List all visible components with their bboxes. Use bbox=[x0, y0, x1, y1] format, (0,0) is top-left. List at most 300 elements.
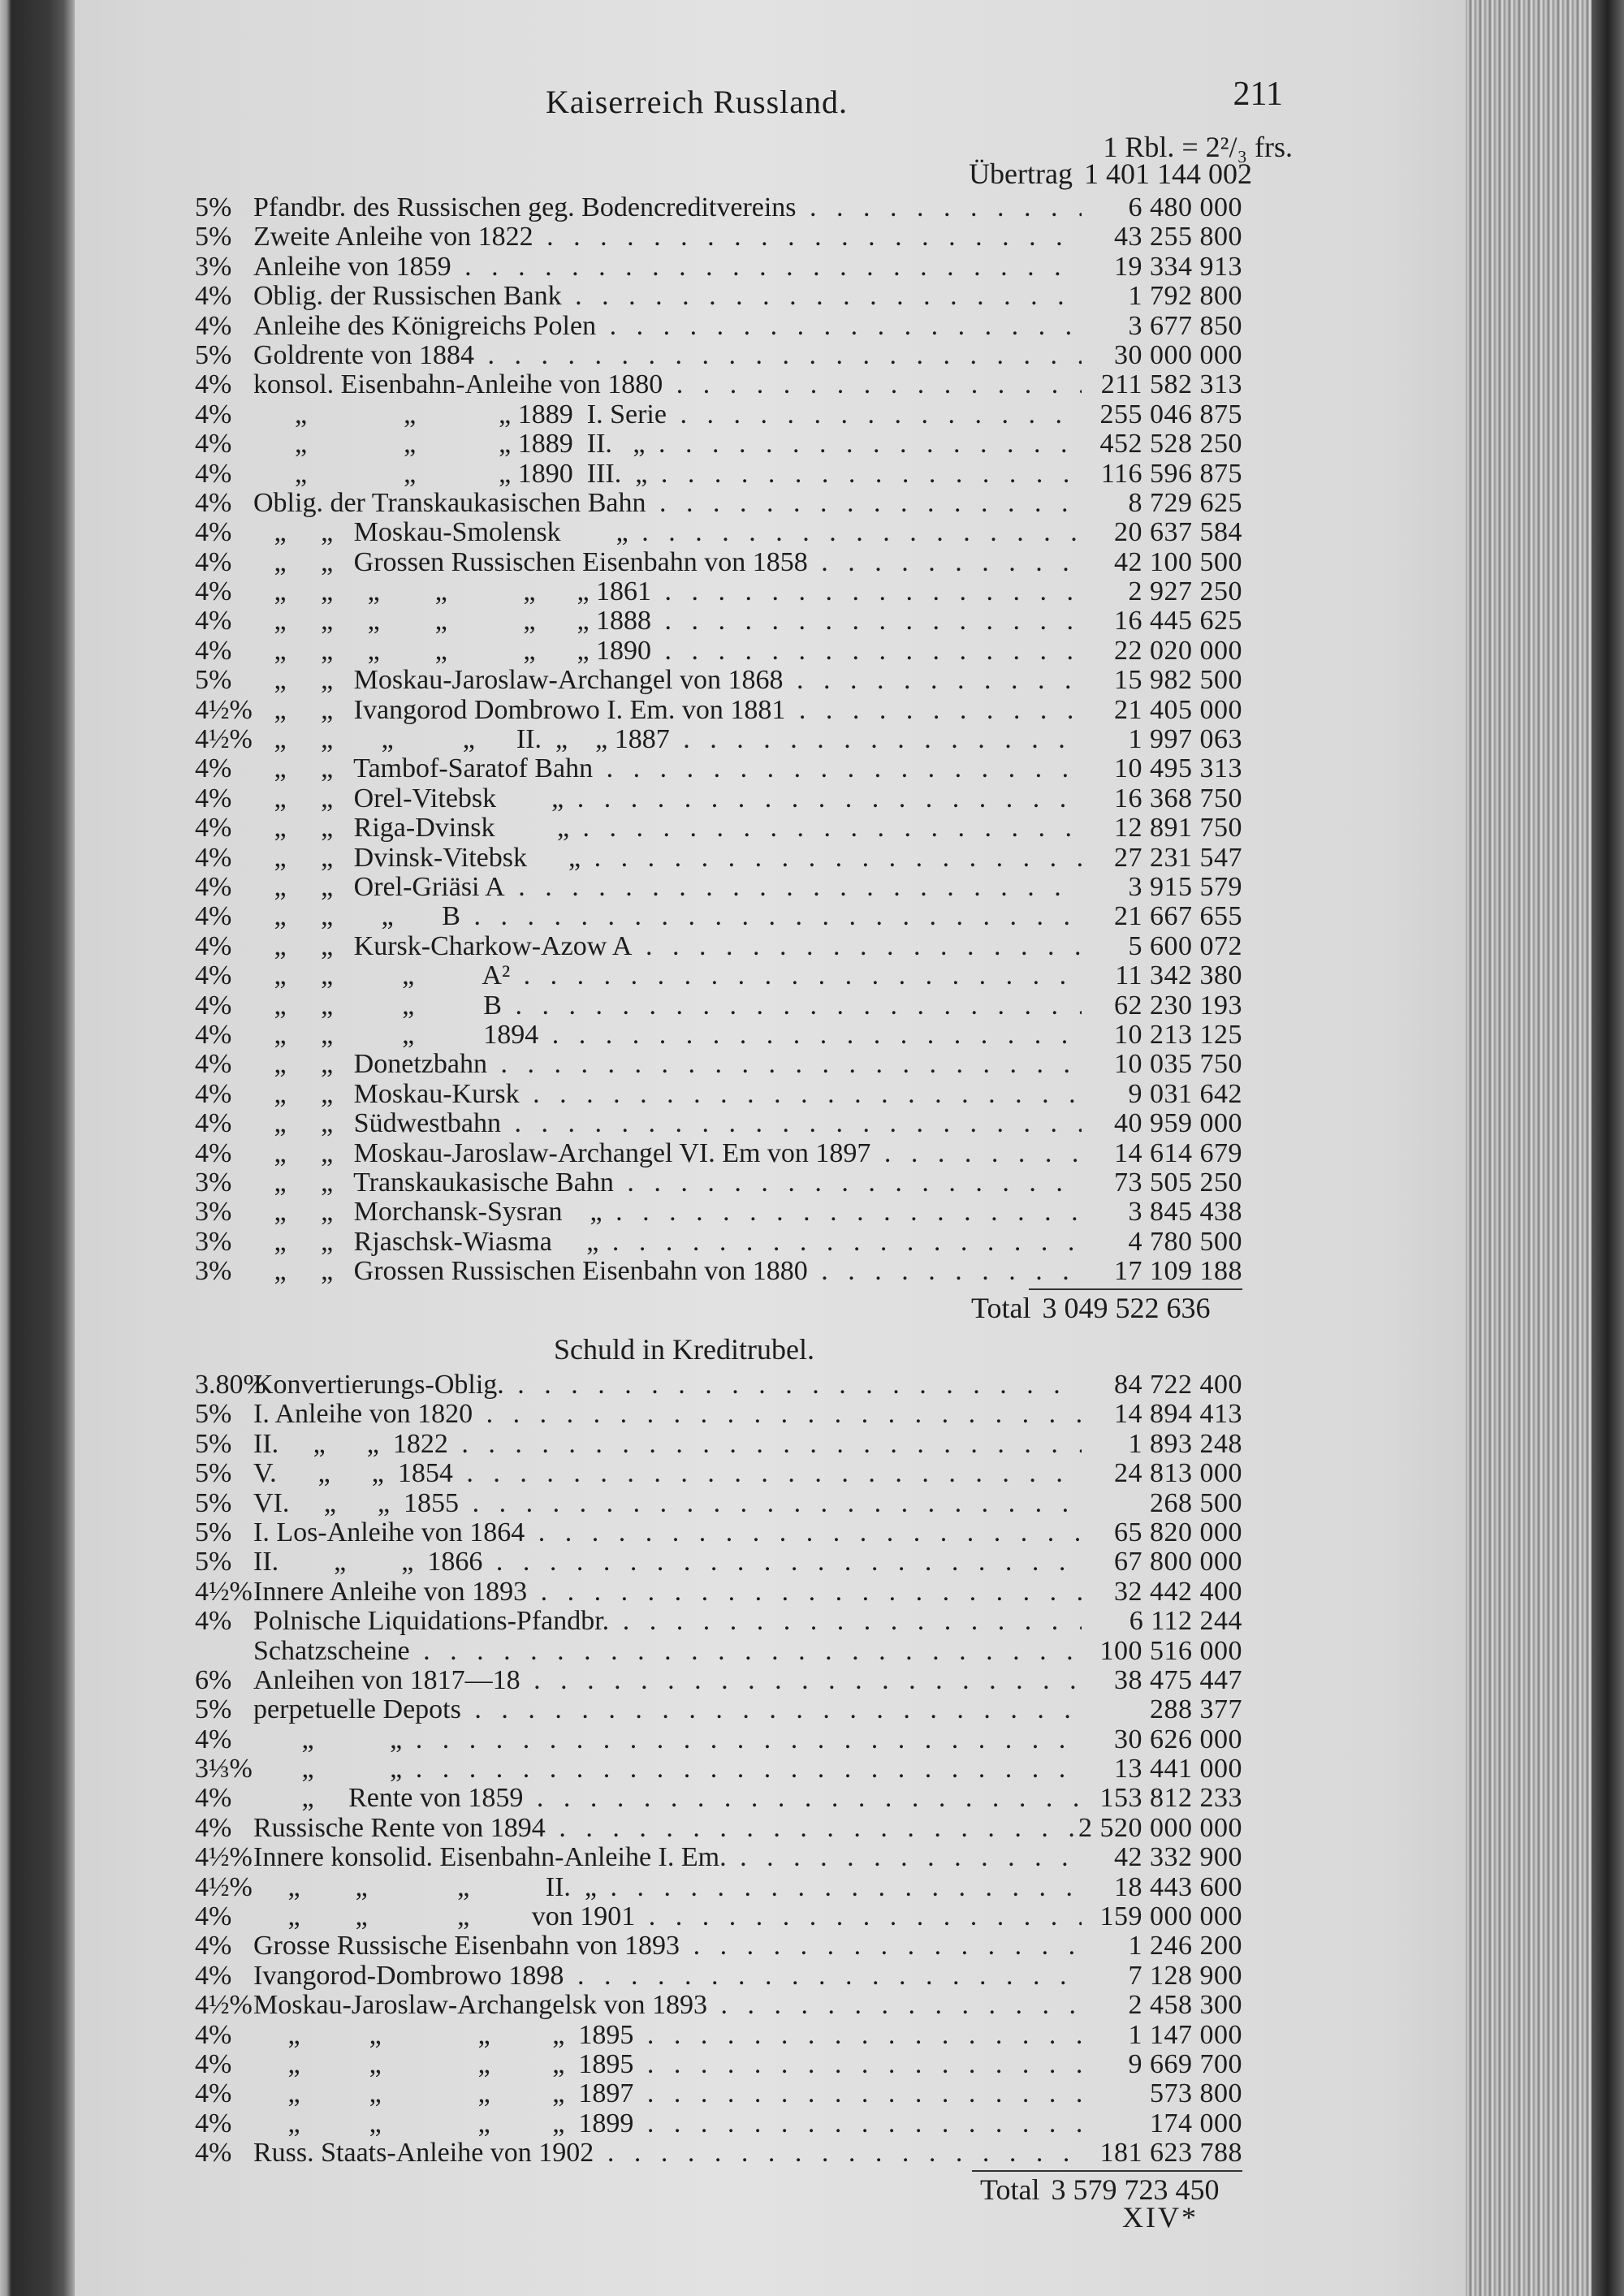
loan-description-text: „ „ Ivangorod Dombrowo I. Em. von 1881 bbox=[253, 695, 786, 725]
interest-rate: 5% bbox=[195, 1399, 232, 1430]
interest-rate: 4% bbox=[195, 2048, 232, 2079]
loan-description-text: „ „ Transkaukasische Bahn bbox=[253, 1167, 614, 1198]
loan-description bbox=[253, 1400, 1082, 1429]
loan-amount: 21 667 655 bbox=[1114, 901, 1242, 932]
ledger-row bbox=[195, 1902, 1242, 1931]
interest-rate: 5% bbox=[195, 665, 232, 696]
interest-rate: 4% bbox=[195, 399, 232, 429]
interest-rate: 4% bbox=[195, 1812, 232, 1843]
loan-description bbox=[253, 991, 1082, 1021]
loan-description-text: „ Rente von 1859 bbox=[253, 1784, 524, 1814]
loan-amount: 3 677 850 bbox=[1128, 310, 1242, 341]
loan-amount: 1 792 800 bbox=[1128, 281, 1242, 312]
interest-rate: 3% bbox=[195, 1226, 232, 1257]
interest-rate: 4½% bbox=[195, 1990, 253, 2021]
ledger-row bbox=[195, 1021, 1242, 1050]
interest-rate: 4% bbox=[195, 1049, 232, 1080]
loan-description bbox=[253, 666, 1082, 695]
loan-amount: 67 800 000 bbox=[1114, 1547, 1242, 1577]
loan-amount: 14 894 413 bbox=[1114, 1399, 1242, 1430]
ledger-row bbox=[195, 2021, 1242, 2050]
page-edge-shadow bbox=[1592, 0, 1624, 2296]
loan-description bbox=[253, 637, 1082, 666]
loan-description bbox=[253, 577, 1082, 606]
interest-rate: 4% bbox=[195, 1108, 232, 1139]
loan-amount: 21 405 000 bbox=[1114, 694, 1242, 725]
loan-amount: 12 891 750 bbox=[1114, 813, 1242, 844]
loan-description bbox=[253, 2021, 1082, 2050]
ledger-row bbox=[195, 1577, 1242, 1607]
loan-description-text: „ „ Orel-Griäsi A bbox=[253, 872, 505, 902]
loan-amount: 116 596 875 bbox=[1100, 458, 1242, 489]
carry-over-line bbox=[969, 157, 1252, 191]
loan-description-text: „ „ „ II. „ bbox=[253, 1872, 598, 1902]
loan-description-text: „ „ „ B bbox=[253, 902, 460, 932]
loan-amount: 27 231 547 bbox=[1114, 842, 1242, 873]
ledger-row bbox=[195, 1400, 1242, 1429]
ledger-row bbox=[195, 873, 1242, 902]
loan-amount: 2 520 000 000 bbox=[1078, 1812, 1242, 1843]
loan-description-text: Oblig. der Transkaukasischen Bahn bbox=[253, 488, 646, 518]
interest-rate: 3% bbox=[195, 1197, 232, 1228]
interest-rate: 4% bbox=[195, 546, 232, 577]
loan-description bbox=[253, 2050, 1082, 2079]
loan-amount: 19 334 913 bbox=[1114, 251, 1242, 282]
interest-rate: 4½% bbox=[195, 1871, 253, 1902]
loan-description bbox=[253, 460, 1082, 489]
loan-description-text: „ „ Riga-Dvinsk „ bbox=[253, 814, 570, 844]
loan-amount: 255 046 875 bbox=[1099, 399, 1242, 429]
ledger-row bbox=[195, 1843, 1242, 1872]
ledger-row bbox=[195, 282, 1242, 311]
loan-description bbox=[253, 1962, 1082, 1991]
loan-amount: 10 495 313 bbox=[1114, 753, 1242, 784]
document-page bbox=[188, 65, 1358, 2257]
loan-amount: 288 377 bbox=[1150, 1694, 1242, 1725]
loan-description-text: „ „ Moskau-Kursk bbox=[253, 1079, 520, 1109]
ledger-row bbox=[195, 2050, 1242, 2079]
ledger-row bbox=[195, 1695, 1242, 1724]
loan-amount: 24 813 000 bbox=[1114, 1458, 1242, 1489]
loan-description-text: „ „ „ von 1901 bbox=[253, 1902, 636, 1932]
loan-description bbox=[253, 1873, 1082, 1902]
interest-rate: 4% bbox=[195, 2078, 232, 2109]
loan-amount: 18 443 600 bbox=[1114, 1871, 1242, 1902]
loan-description bbox=[253, 1931, 1082, 1961]
loan-description bbox=[253, 1430, 1082, 1459]
loan-amount: 100 516 000 bbox=[1099, 1635, 1242, 1666]
ledger-row bbox=[195, 400, 1242, 429]
page-number: 211 bbox=[1233, 76, 1283, 113]
loan-amount: 2 927 250 bbox=[1128, 576, 1242, 607]
loan-description-text: „ „ Rjaschsk-Wiasma „ bbox=[253, 1227, 599, 1257]
loan-description-text: Anleihen von 1817—18 bbox=[253, 1665, 520, 1695]
loan-description-text: „ „ „ B bbox=[253, 990, 502, 1021]
loan-amount: 8 729 625 bbox=[1128, 487, 1242, 518]
loan-description-text: Ivangorod-Dombrowo 1898 bbox=[253, 1961, 564, 1991]
loan-description bbox=[253, 1754, 1082, 1784]
loan-description bbox=[253, 1725, 1082, 1754]
loan-description bbox=[253, 725, 1082, 754]
loan-description bbox=[253, 252, 1082, 282]
loan-description-text: „ „ Grossen Russischen Eisenbahn von 1880 bbox=[253, 1257, 808, 1287]
ledger-row bbox=[195, 754, 1242, 783]
loan-amount: 4 780 500 bbox=[1128, 1226, 1242, 1257]
loan-amount: 16 445 625 bbox=[1114, 606, 1242, 637]
interest-rate: 4% bbox=[195, 576, 232, 607]
loan-description bbox=[253, 1784, 1082, 1813]
interest-rate: 6% bbox=[195, 1664, 232, 1695]
interest-rate: 4% bbox=[195, 1078, 232, 1109]
interest-rate: 4% bbox=[195, 1606, 232, 1637]
loan-description bbox=[253, 518, 1082, 547]
loan-description bbox=[253, 193, 1082, 222]
ledger-row bbox=[195, 1430, 1242, 1459]
loan-description-text: „ „ „ „ „ „ 1888 bbox=[253, 606, 652, 637]
loan-description bbox=[253, 1228, 1082, 1257]
loan-description-text: „ „ „ „ „ „ 1861 bbox=[253, 577, 652, 607]
loan-amount: 159 000 000 bbox=[1099, 1901, 1242, 1932]
ledger-row bbox=[195, 784, 1242, 814]
loan-description bbox=[253, 932, 1082, 961]
loan-description bbox=[253, 312, 1082, 341]
ledger-row bbox=[195, 725, 1242, 754]
total-rule-2 bbox=[972, 2170, 1242, 2172]
loan-amount: 13 441 000 bbox=[1114, 1754, 1242, 1785]
loan-description bbox=[253, 341, 1082, 370]
loan-description bbox=[253, 844, 1082, 873]
ledger-row bbox=[195, 1370, 1242, 1400]
loan-description bbox=[253, 1198, 1082, 1227]
interest-rate: 4% bbox=[195, 901, 232, 932]
loan-amount: 16 368 750 bbox=[1114, 783, 1242, 814]
loan-description bbox=[253, 400, 1082, 429]
loan-description-text: „ „ „ „ 1895 bbox=[253, 2049, 634, 2079]
loan-description-text: „ „ Grossen Russischen Eisenbahn von 1858 bbox=[253, 547, 808, 577]
loan-description bbox=[253, 370, 1082, 399]
loan-description bbox=[253, 1902, 1082, 1931]
loan-description-text: „ „ „ 1889 I. Serie bbox=[253, 399, 667, 429]
loan-description bbox=[253, 1080, 1082, 1109]
ledger-row bbox=[195, 341, 1242, 370]
ledger-row bbox=[195, 961, 1242, 990]
loan-description bbox=[253, 2109, 1082, 2138]
ledger-row bbox=[195, 2079, 1242, 2108]
interest-rate: 4% bbox=[195, 1901, 232, 1932]
loan-amount: 452 528 250 bbox=[1099, 429, 1242, 460]
loan-description bbox=[253, 784, 1082, 814]
loan-description bbox=[253, 1991, 1082, 2020]
loan-description-text: Innere konsolid. Eisenbahn-Anleihe I. Em. bbox=[253, 1843, 727, 1873]
loan-description-text: „ „ „ „ 1895 bbox=[253, 2020, 634, 2050]
loan-amount: 1 893 248 bbox=[1128, 1428, 1242, 1459]
ledger-row bbox=[195, 489, 1242, 518]
loan-amount: 32 442 400 bbox=[1114, 1576, 1242, 1607]
total-amount-1: 3 049 522 636 bbox=[1042, 1292, 1211, 1324]
interest-rate: 4% bbox=[195, 281, 232, 312]
ledger-row bbox=[195, 1518, 1242, 1547]
loan-amount: 43 255 800 bbox=[1114, 222, 1242, 252]
carry-over-amount: 1 401 144 002 bbox=[1084, 158, 1252, 190]
loan-description bbox=[253, 1370, 1082, 1400]
loan-description bbox=[253, 902, 1082, 931]
loan-amount: 30 626 000 bbox=[1114, 1724, 1242, 1754]
loan-amount: 22 020 000 bbox=[1114, 635, 1242, 666]
ledger-row bbox=[195, 1754, 1242, 1784]
interest-rate: 4% bbox=[195, 753, 232, 784]
loan-description-text: „ „ „ „ „ „ 1890 bbox=[253, 636, 652, 666]
ledger-row bbox=[195, 1489, 1242, 1518]
loan-description-text: Anleihe des Königreichs Polen bbox=[253, 311, 597, 341]
ledger-row bbox=[195, 1228, 1242, 1257]
loan-description bbox=[253, 2079, 1082, 2108]
ledger-row bbox=[195, 1962, 1242, 1991]
carry-over-label: Übertrag bbox=[969, 158, 1073, 190]
loan-description bbox=[253, 222, 1082, 252]
loan-description-text: „ „ bbox=[253, 1724, 403, 1754]
interest-rate: 5% bbox=[195, 222, 232, 252]
loan-description bbox=[253, 1257, 1082, 1286]
loan-amount: 17 109 188 bbox=[1114, 1256, 1242, 1287]
total-label-1: Total bbox=[971, 1292, 1031, 1324]
loan-description bbox=[253, 1577, 1082, 1607]
ledger-row bbox=[195, 1873, 1242, 1902]
interest-rate: 4½% bbox=[195, 724, 253, 755]
interest-rate: 4% bbox=[195, 2138, 232, 2169]
loan-description bbox=[253, 1489, 1082, 1518]
interest-rate: 5% bbox=[195, 1517, 232, 1547]
loan-amount: 73 505 250 bbox=[1114, 1167, 1242, 1198]
loan-description-text: konsol. Eisenbahn-Anleihe von 1880 bbox=[253, 370, 663, 400]
ledger-row bbox=[195, 2138, 1242, 2168]
interest-rate: 4% bbox=[195, 458, 232, 489]
ledger-row bbox=[195, 1109, 1242, 1138]
loan-description-text: „ „ „ A² bbox=[253, 961, 511, 991]
ledger-row bbox=[195, 1991, 1242, 2020]
loan-description-text: „ „ Moskau-Jaroslaw-Archangel VI. Em von 1897 bbox=[253, 1138, 871, 1168]
loan-description bbox=[253, 548, 1082, 577]
loan-amount: 84 722 400 bbox=[1114, 1370, 1242, 1400]
loan-description bbox=[253, 1021, 1082, 1050]
interest-rate: 4% bbox=[195, 2019, 232, 2050]
loan-description-text: „ „ bbox=[253, 1754, 403, 1785]
loan-description bbox=[253, 754, 1082, 783]
interest-rate: 4% bbox=[195, 606, 232, 637]
ledger-row bbox=[195, 1080, 1242, 1109]
ledger-row bbox=[195, 1607, 1242, 1636]
ledger-row bbox=[195, 312, 1242, 341]
loan-description bbox=[253, 1518, 1082, 1547]
loan-description-text: „ „ „ 1894 bbox=[253, 1020, 539, 1050]
ledger-row bbox=[195, 844, 1242, 873]
interest-rate: 4% bbox=[195, 1137, 232, 1168]
loan-description-text: „ „ „ 1890 III. „ bbox=[253, 459, 648, 489]
total-amount-2: 3 579 723 450 bbox=[1051, 2173, 1220, 2206]
interest-rate: 5% bbox=[195, 1428, 232, 1459]
interest-rate: 3⅓% bbox=[195, 1754, 253, 1785]
ledger-row bbox=[195, 548, 1242, 577]
loan-amount: 153 812 233 bbox=[1099, 1783, 1242, 1814]
loan-amount: 9 031 642 bbox=[1128, 1078, 1242, 1109]
ledger-row bbox=[195, 606, 1242, 636]
loan-amount: 9 669 700 bbox=[1128, 2048, 1242, 2079]
loan-amount: 174 000 bbox=[1150, 2108, 1242, 2138]
ledger-row bbox=[195, 902, 1242, 931]
interest-rate: 4% bbox=[195, 813, 232, 844]
loan-amount: 10 035 750 bbox=[1114, 1049, 1242, 1080]
loan-amount: 3 915 579 bbox=[1128, 871, 1242, 902]
loan-description bbox=[253, 1607, 1082, 1636]
loan-description-text: I. Anleihe von 1820 bbox=[253, 1400, 473, 1430]
interest-rate: 5% bbox=[195, 1547, 232, 1577]
loan-description bbox=[253, 696, 1082, 725]
ledger-row bbox=[195, 429, 1242, 459]
loan-amount: 573 800 bbox=[1150, 2078, 1242, 2109]
loan-amount: 181 623 788 bbox=[1099, 2138, 1242, 2169]
loan-description-text: II. „ „ 1822 bbox=[253, 1429, 448, 1459]
ledger-row bbox=[195, 932, 1242, 961]
ledger-row bbox=[195, 666, 1242, 695]
ledger-row bbox=[195, 1814, 1242, 1843]
interest-rate: 4% bbox=[195, 871, 232, 902]
loan-description-text: „ „ Moskau-Smolensk „ bbox=[253, 518, 628, 548]
loan-amount: 14 614 679 bbox=[1114, 1137, 1242, 1168]
ledger-row bbox=[195, 460, 1242, 489]
interest-rate: 4% bbox=[195, 2108, 232, 2138]
ledger-row bbox=[195, 1198, 1242, 1227]
interest-rate: 4½% bbox=[195, 694, 253, 725]
loan-amount: 38 475 447 bbox=[1114, 1664, 1242, 1695]
ledger-row bbox=[195, 696, 1242, 725]
loan-description bbox=[253, 2138, 1082, 2168]
printers-signature-mark: XIV* bbox=[1122, 2201, 1199, 2233]
loan-amount: 1 147 000 bbox=[1128, 2019, 1242, 2050]
loan-description bbox=[253, 1459, 1082, 1488]
interest-rate: 4% bbox=[195, 635, 232, 666]
book-spine-shadow bbox=[0, 0, 75, 2296]
loan-description-text: Anleihe von 1859 bbox=[253, 252, 451, 282]
interest-rate: 3.80% bbox=[195, 1370, 266, 1400]
ledger-row bbox=[195, 991, 1242, 1021]
loan-description bbox=[253, 1814, 1082, 1843]
loan-description-text: Oblig. der Russischen Bank bbox=[253, 282, 562, 312]
loan-description bbox=[253, 1666, 1082, 1695]
interest-rate: 4% bbox=[195, 369, 232, 400]
ledger-row bbox=[195, 1257, 1242, 1286]
ledger-row bbox=[195, 1139, 1242, 1168]
ledger-row bbox=[195, 1637, 1242, 1666]
interest-rate: 4% bbox=[195, 960, 232, 991]
interest-rate: 5% bbox=[195, 1487, 232, 1518]
loan-description-text: „ „ „ „ 1897 bbox=[253, 2079, 634, 2109]
interest-rate: 4% bbox=[195, 487, 232, 518]
loan-description-text: „ „ Donetzbahn bbox=[253, 1050, 487, 1080]
interest-rate: 4% bbox=[195, 1931, 232, 1962]
loan-amount: 20 637 584 bbox=[1114, 517, 1242, 548]
interest-rate: 3% bbox=[195, 1256, 232, 1287]
loan-amount: 15 982 500 bbox=[1114, 665, 1242, 696]
loan-amount: 3 845 438 bbox=[1128, 1197, 1242, 1228]
loan-description bbox=[253, 1547, 1082, 1577]
loan-description-text: „ „ „ „ II. „ „ 1887 bbox=[253, 725, 670, 755]
ledger-row bbox=[195, 1547, 1242, 1577]
interest-rate: 4½% bbox=[195, 1842, 253, 1873]
ledger-row bbox=[195, 193, 1242, 222]
loan-amount: 42 100 500 bbox=[1114, 546, 1242, 577]
interest-rate: 4% bbox=[195, 783, 232, 814]
loan-amount: 6 112 244 bbox=[1129, 1606, 1242, 1637]
ledger-row bbox=[195, 1459, 1242, 1488]
loan-amount: 62 230 193 bbox=[1114, 990, 1242, 1021]
loan-amount: 268 500 bbox=[1150, 1487, 1242, 1518]
ledger-row bbox=[195, 370, 1242, 399]
loan-amount: 10 213 125 bbox=[1114, 1019, 1242, 1050]
ledger-row bbox=[195, 518, 1242, 547]
exchange-rate-note: 1 Rbl. = 2²/₃ frs. bbox=[1103, 131, 1293, 163]
loan-description-text: „ „ Orel-Vitebsk „ bbox=[253, 783, 564, 814]
loan-description-text: Grosse Russische Eisenbahn von 1893 bbox=[253, 1931, 680, 1962]
loan-description-text: VI. „ „ 1855 bbox=[253, 1488, 460, 1518]
loan-description bbox=[253, 1695, 1082, 1724]
ledger-row bbox=[195, 1725, 1242, 1754]
loan-description bbox=[253, 1139, 1082, 1168]
loan-description-text: Russische Rente von 1894 bbox=[253, 1813, 546, 1843]
loan-description-text: Pfandbr. des Russischen geg. Bodencreditvereins bbox=[253, 193, 797, 222]
loan-amount: 211 582 313 bbox=[1100, 369, 1242, 400]
loan-description bbox=[253, 1109, 1082, 1138]
loan-description-text: Goldrente von 1884 bbox=[253, 340, 474, 370]
loan-description-text: „ „ „ „ 1899 bbox=[253, 2108, 634, 2138]
interest-rate: 4% bbox=[195, 1783, 232, 1814]
loan-amount: 40 959 000 bbox=[1114, 1108, 1242, 1139]
running-header bbox=[188, 73, 1358, 122]
loan-description bbox=[253, 814, 1082, 843]
loan-description-text: „ „ Südwestbahn bbox=[253, 1109, 502, 1139]
loan-amount: 7 128 900 bbox=[1128, 1960, 1242, 1991]
ledger-row bbox=[195, 637, 1242, 666]
ledger-row bbox=[195, 1931, 1242, 1961]
loan-amount: 1 246 200 bbox=[1128, 1931, 1242, 1962]
loan-description-text: Polnische Liquidations-Pfandbr. bbox=[253, 1607, 610, 1637]
loan-description-text: I. Los-Anleihe von 1864 bbox=[253, 1517, 525, 1547]
loan-description bbox=[253, 1637, 1082, 1666]
loan-description-text: „ „ Kursk-Charkow-Azow A bbox=[253, 931, 633, 961]
interest-rate: 5% bbox=[195, 339, 232, 370]
interest-rate: 4% bbox=[195, 429, 232, 460]
loan-description bbox=[253, 1050, 1082, 1079]
interest-rate: 5% bbox=[195, 1458, 232, 1489]
loan-amount: 2 458 300 bbox=[1128, 1990, 1242, 2021]
loan-description-text: „ „ Moskau-Jaroslaw-Archangel von 1868 bbox=[253, 666, 784, 696]
ledger-row bbox=[195, 1784, 1242, 1813]
loan-description-text: Schatzscheine bbox=[253, 1636, 410, 1666]
ledger-row bbox=[195, 2109, 1242, 2138]
loan-description bbox=[253, 961, 1082, 990]
loan-amount: 5 600 072 bbox=[1128, 930, 1242, 961]
total-rule-1 bbox=[1029, 1288, 1242, 1290]
ledger-row bbox=[195, 1666, 1242, 1695]
loan-description-text: Konvertierungs-Oblig. bbox=[253, 1370, 504, 1400]
loan-description-text: V. „ „ 1854 bbox=[253, 1459, 453, 1489]
section-heading-credit-rubel: Schuld in Kreditrubel. bbox=[554, 1333, 814, 1366]
interest-rate: 5% bbox=[195, 1694, 232, 1725]
interest-rate: 4½% bbox=[195, 1576, 253, 1607]
ledger-section-gold bbox=[195, 193, 1242, 1286]
loan-description-text: „ „ Dvinsk-Vitebsk „ bbox=[253, 843, 581, 873]
loan-description-text: II. „ „ 1866 bbox=[253, 1547, 483, 1577]
ledger-row bbox=[195, 1050, 1242, 1079]
ledger-row bbox=[195, 222, 1242, 252]
